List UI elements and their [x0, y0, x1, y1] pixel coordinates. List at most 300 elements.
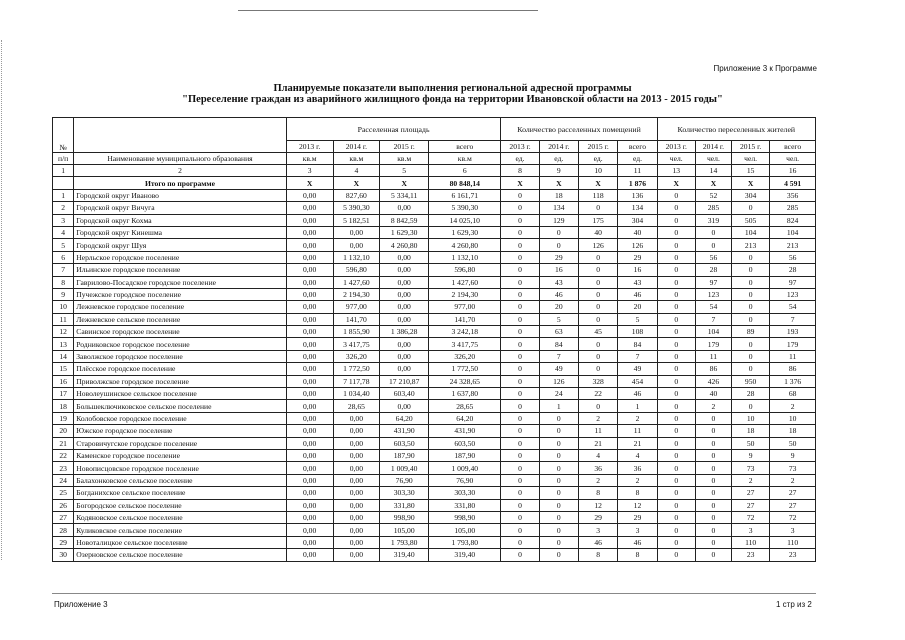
value-cell: 505 — [732, 214, 770, 226]
column-number: 1 — [53, 165, 74, 177]
header-no-sub: п/п — [53, 153, 74, 165]
table-row — [53, 499, 816, 511]
indicators-table — [52, 117, 816, 562]
municipality-name: Новолеушинское сельское поселение — [74, 388, 287, 400]
value-cell: 0 — [578, 350, 617, 362]
value-cell: 3 — [770, 524, 816, 536]
value-cell: 1 629,30 — [380, 226, 429, 238]
value-cell: 0 — [657, 363, 695, 375]
value-cell: 0 — [501, 326, 539, 338]
table-row — [53, 425, 816, 437]
value-cell: 0 — [578, 288, 617, 300]
value-cell: 0 — [695, 536, 731, 548]
value-cell: 187,90 — [380, 449, 429, 461]
value-cell: 86 — [695, 363, 731, 375]
top-rule — [238, 10, 538, 11]
table-row — [53, 487, 816, 499]
value-cell: 0,00 — [333, 499, 380, 511]
value-cell: 105,00 — [380, 524, 429, 536]
value-cell: 304 — [618, 214, 657, 226]
value-cell: 0,00 — [380, 338, 429, 350]
value-cell: 110 — [732, 536, 770, 548]
value-cell: 76,90 — [429, 474, 501, 486]
row-number: 6 — [53, 251, 74, 263]
value-cell: 5 334,11 — [380, 189, 429, 201]
value-cell: 0 — [732, 338, 770, 350]
value-cell: 20 — [539, 301, 578, 313]
value-cell: 28 — [732, 388, 770, 400]
row-number: 23 — [53, 462, 74, 474]
municipality-name: Лежневское городское поселение — [74, 301, 287, 313]
value-cell: 104 — [732, 226, 770, 238]
municipality-name: Савинское городское поселение — [74, 326, 287, 338]
value-cell: 0 — [695, 449, 731, 461]
value-cell: 603,50 — [380, 437, 429, 449]
value-cell: 54 — [695, 301, 731, 313]
value-cell: 28 — [695, 264, 731, 276]
value-cell: 9 — [732, 449, 770, 461]
value-cell: X — [333, 177, 380, 189]
value-cell: 0 — [657, 449, 695, 461]
value-cell: 84 — [539, 338, 578, 350]
column-number: 8 — [501, 165, 539, 177]
value-cell: 2 — [578, 474, 617, 486]
row-number: 5 — [53, 239, 74, 251]
municipality-name: Кодяновское сельское поселение — [74, 511, 287, 523]
value-cell: 0,00 — [333, 474, 380, 486]
value-cell: 2 — [695, 400, 731, 412]
value-cell: 0 — [501, 363, 539, 375]
row-number: 12 — [53, 326, 74, 338]
value-cell: 0 — [501, 462, 539, 474]
page-counter: 1 стр из 2 — [776, 600, 812, 609]
value-cell: 0 — [578, 363, 617, 375]
value-cell: 28,65 — [429, 400, 501, 412]
footer-rule — [52, 593, 816, 594]
value-cell: 0,00 — [333, 437, 380, 449]
value-cell: 129 — [539, 214, 578, 226]
value-cell: 0 — [501, 499, 539, 511]
value-cell: 0 — [539, 499, 578, 511]
value-cell: 49 — [539, 363, 578, 375]
value-cell: 1 034,40 — [333, 388, 380, 400]
value-cell: 141,70 — [429, 313, 501, 325]
value-cell: 2 — [732, 474, 770, 486]
value-cell: 0,00 — [286, 425, 333, 437]
value-cell: 105,00 — [429, 524, 501, 536]
header-unit: кв.м — [380, 153, 429, 165]
municipality-name: Городской округ Шуя — [74, 239, 287, 251]
value-cell: 8 — [578, 549, 617, 561]
municipality-name: Городской округ Кинешма — [74, 226, 287, 238]
table-row — [53, 511, 816, 523]
value-cell: 5 390,30 — [333, 202, 380, 214]
table-row — [53, 288, 816, 300]
value-cell: 187,90 — [429, 449, 501, 461]
value-cell: 8 842,59 — [380, 214, 429, 226]
value-cell: 0 — [657, 301, 695, 313]
value-cell: 0 — [732, 288, 770, 300]
row-number: 11 — [53, 313, 74, 325]
value-cell: 141,70 — [333, 313, 380, 325]
value-cell: 0 — [501, 251, 539, 263]
value-cell: 0 — [501, 202, 539, 214]
value-cell: 0 — [657, 326, 695, 338]
table-row — [53, 388, 816, 400]
value-cell: 126 — [618, 239, 657, 251]
table-row — [53, 326, 816, 338]
value-cell: 104 — [695, 326, 731, 338]
value-cell: 46 — [618, 536, 657, 548]
value-cell: 46 — [618, 388, 657, 400]
value-cell: 0 — [732, 400, 770, 412]
value-cell: 0,00 — [333, 239, 380, 251]
value-cell: 0 — [539, 462, 578, 474]
value-cell: 0,00 — [333, 487, 380, 499]
value-cell: 11 — [618, 425, 657, 437]
value-cell: 22 — [578, 388, 617, 400]
value-cell: 136 — [618, 189, 657, 201]
value-cell: 0,00 — [380, 202, 429, 214]
value-cell: 0 — [657, 202, 695, 214]
value-cell: 49 — [618, 363, 657, 375]
header-year: 2015 г. — [380, 141, 429, 153]
value-cell: 36 — [578, 462, 617, 474]
header-unit: ед. — [578, 153, 617, 165]
value-cell: 596,80 — [429, 264, 501, 276]
value-cell: 0 — [501, 437, 539, 449]
value-cell: 4 591 — [770, 177, 816, 189]
value-cell: 0 — [578, 400, 617, 412]
column-number: 6 — [429, 165, 501, 177]
value-cell: 285 — [695, 202, 731, 214]
value-cell: 0 — [578, 301, 617, 313]
value-cell: 54 — [770, 301, 816, 313]
value-cell: 1 793,80 — [380, 536, 429, 548]
value-cell: 8 — [618, 549, 657, 561]
value-cell: 304 — [732, 189, 770, 201]
value-cell: 28 — [770, 264, 816, 276]
municipality-name: Богородское сельское поселение — [74, 499, 287, 511]
value-cell: 7 — [618, 350, 657, 362]
value-cell: 0,00 — [286, 363, 333, 375]
value-cell: 0 — [578, 313, 617, 325]
municipality-name: Нерльское городское поселение — [74, 251, 287, 263]
value-cell: 73 — [770, 462, 816, 474]
value-cell: 0,00 — [286, 536, 333, 548]
value-cell: 0 — [539, 474, 578, 486]
municipality-name: Городской округ Иваново — [74, 189, 287, 201]
value-cell: 0 — [657, 350, 695, 362]
value-cell: 23 — [770, 549, 816, 561]
value-cell: 977,00 — [429, 301, 501, 313]
value-cell: 319 — [695, 214, 731, 226]
value-cell: 0,00 — [333, 524, 380, 536]
value-cell: 7 117,78 — [333, 375, 380, 387]
value-cell: 0 — [539, 511, 578, 523]
value-cell: 2 — [618, 412, 657, 424]
value-cell: 0 — [695, 226, 731, 238]
row-number: 14 — [53, 350, 74, 362]
value-cell: 0 — [501, 511, 539, 523]
value-cell: 27 — [770, 499, 816, 511]
value-cell: 0,00 — [286, 226, 333, 238]
row-number: 4 — [53, 226, 74, 238]
table-row — [53, 449, 816, 461]
value-cell: 179 — [695, 338, 731, 350]
municipality-name: Новописцовское городское поселение — [74, 462, 287, 474]
value-cell: 1 — [539, 400, 578, 412]
value-cell: 18 — [732, 425, 770, 437]
value-cell: 2 194,30 — [429, 288, 501, 300]
value-cell: 0 — [539, 226, 578, 238]
header-year: 2015 г. — [732, 141, 770, 153]
value-cell: 134 — [539, 202, 578, 214]
table-row — [53, 400, 816, 412]
municipality-name: Родниковское городское поселение — [74, 338, 287, 350]
value-cell: 40 — [695, 388, 731, 400]
value-cell: 73 — [732, 462, 770, 474]
value-cell: 12 — [618, 499, 657, 511]
table-row — [53, 549, 816, 561]
value-cell: 3 — [618, 524, 657, 536]
table-row — [53, 363, 816, 375]
value-cell: 68 — [770, 388, 816, 400]
value-cell: 1 009,40 — [429, 462, 501, 474]
value-cell: 0,00 — [286, 375, 333, 387]
value-cell: 11 — [578, 425, 617, 437]
value-cell: 596,80 — [333, 264, 380, 276]
header-year: 2014 г. — [333, 141, 380, 153]
header-area-group: Расселенная площадь — [286, 118, 501, 141]
value-cell: 4 260,80 — [380, 239, 429, 251]
row-number: 20 — [53, 425, 74, 437]
value-cell: 12 — [578, 499, 617, 511]
header-year: 2015 г. — [578, 141, 617, 153]
value-cell: 3 — [578, 524, 617, 536]
value-cell: X — [539, 177, 578, 189]
value-cell: 331,80 — [429, 499, 501, 511]
value-cell: 0 — [657, 276, 695, 288]
value-cell: 0 — [501, 412, 539, 424]
value-cell: 23 — [732, 549, 770, 561]
value-cell: 1 009,40 — [380, 462, 429, 474]
value-cell: 29 — [618, 511, 657, 523]
value-cell: 0,00 — [286, 499, 333, 511]
value-cell: 0 — [732, 301, 770, 313]
value-cell: 46 — [578, 536, 617, 548]
row-number: 24 — [53, 474, 74, 486]
value-cell: 104 — [770, 226, 816, 238]
value-cell: 7 — [770, 313, 816, 325]
value-cell: 0 — [501, 487, 539, 499]
value-cell: 1 427,60 — [333, 276, 380, 288]
value-cell: 0 — [657, 226, 695, 238]
value-cell: 2 — [618, 474, 657, 486]
table-row — [53, 226, 816, 238]
value-cell: 0 — [501, 400, 539, 412]
value-cell: 213 — [732, 239, 770, 251]
value-cell: 356 — [770, 189, 816, 201]
appendix-label: Приложение 3 к Программе — [713, 64, 817, 73]
municipality-name: Плёсское городское поселение — [74, 363, 287, 375]
row-number: 18 — [53, 400, 74, 412]
value-cell: 0 — [501, 524, 539, 536]
header-unit: кв.м — [429, 153, 501, 165]
value-cell: 2 — [578, 412, 617, 424]
value-cell: 0 — [657, 214, 695, 226]
value-cell: 977,00 — [333, 301, 380, 313]
total-row — [53, 177, 816, 189]
value-cell: 110 — [770, 536, 816, 548]
value-cell: 0,00 — [333, 536, 380, 548]
value-cell: 0 — [501, 189, 539, 201]
header-year: 2013 г. — [657, 141, 695, 153]
value-cell: 72 — [732, 511, 770, 523]
value-cell: 0,00 — [333, 412, 380, 424]
value-cell: 45 — [578, 326, 617, 338]
value-cell: 5 182,51 — [333, 214, 380, 226]
value-cell: 0 — [732, 264, 770, 276]
value-cell: 0,00 — [380, 313, 429, 325]
value-cell: 998,90 — [380, 511, 429, 523]
value-cell: 0 — [578, 251, 617, 263]
value-cell: 0,00 — [380, 288, 429, 300]
municipality-name: Гаврилово-Посадское городское поселение — [74, 276, 287, 288]
value-cell: 3 417,75 — [429, 338, 501, 350]
value-cell: 134 — [618, 202, 657, 214]
value-cell: 0 — [657, 189, 695, 201]
header-unit: кв.м — [333, 153, 380, 165]
municipality-name: Итого по программе — [74, 177, 287, 189]
value-cell: 0 — [732, 276, 770, 288]
value-cell: 0,00 — [286, 189, 333, 201]
row-number: 22 — [53, 449, 74, 461]
value-cell: 603,50 — [429, 437, 501, 449]
value-cell: 326,20 — [333, 350, 380, 362]
column-number: 4 — [333, 165, 380, 177]
value-cell: 40 — [578, 226, 617, 238]
municipality-name: Колобовское городское поселение — [74, 412, 287, 424]
value-cell: 328 — [578, 375, 617, 387]
value-cell: 46 — [618, 288, 657, 300]
value-cell: 0,00 — [286, 214, 333, 226]
column-number: 5 — [380, 165, 429, 177]
value-cell: 24 — [539, 388, 578, 400]
value-cell: 0 — [695, 511, 731, 523]
value-cell: 0,00 — [286, 549, 333, 561]
value-cell: 603,40 — [380, 388, 429, 400]
value-cell: 0 — [657, 251, 695, 263]
value-cell: 0 — [657, 288, 695, 300]
table-row — [53, 462, 816, 474]
value-cell: 97 — [770, 276, 816, 288]
value-cell: 0,00 — [286, 487, 333, 499]
row-number: 25 — [53, 487, 74, 499]
header-year: 2014 г. — [539, 141, 578, 153]
value-cell: 0 — [657, 437, 695, 449]
value-cell: 11 — [695, 350, 731, 362]
municipality-name: Городской округ Кохма — [74, 214, 287, 226]
value-cell: 0 — [501, 375, 539, 387]
value-cell: 0 — [539, 549, 578, 561]
value-cell: 36 — [618, 462, 657, 474]
value-cell: 0 — [695, 462, 731, 474]
value-cell: 0,00 — [286, 313, 333, 325]
value-cell: 0 — [501, 549, 539, 561]
row-number: 7 — [53, 264, 74, 276]
header-total: всего — [429, 141, 501, 153]
header-total: всего — [618, 141, 657, 153]
column-number: 16 — [770, 165, 816, 177]
value-cell: 43 — [618, 276, 657, 288]
value-cell: 326,20 — [429, 350, 501, 362]
header-unit: ед. — [539, 153, 578, 165]
value-cell: 56 — [695, 251, 731, 263]
value-cell: 52 — [695, 189, 731, 201]
municipality-name: Каменское городское поселение — [74, 449, 287, 461]
value-cell: 14 025,10 — [429, 214, 501, 226]
value-cell: 0 — [657, 264, 695, 276]
value-cell: 29 — [618, 251, 657, 263]
header-year: 2013 г. — [501, 141, 539, 153]
value-cell: 64,20 — [429, 412, 501, 424]
value-cell: X — [501, 177, 539, 189]
value-cell: 0,00 — [286, 350, 333, 362]
value-cell: 0 — [657, 313, 695, 325]
value-cell: 0,00 — [286, 437, 333, 449]
value-cell: 1 855,90 — [333, 326, 380, 338]
value-cell: 0,00 — [333, 511, 380, 523]
value-cell: 0 — [657, 338, 695, 350]
value-cell: 64,20 — [380, 412, 429, 424]
value-cell: 0,00 — [286, 264, 333, 276]
row-number — [53, 177, 74, 189]
value-cell: 0 — [657, 474, 695, 486]
value-cell: 0,00 — [286, 251, 333, 263]
row-number: 30 — [53, 549, 74, 561]
value-cell: 29 — [539, 251, 578, 263]
value-cell: 0 — [578, 264, 617, 276]
value-cell: 0 — [501, 301, 539, 313]
value-cell: 56 — [770, 251, 816, 263]
value-cell: 27 — [732, 499, 770, 511]
value-cell: 24 328,65 — [429, 375, 501, 387]
value-cell: 0 — [501, 536, 539, 548]
value-cell: 6 161,71 — [429, 189, 501, 201]
row-number: 26 — [53, 499, 74, 511]
value-cell: 0 — [695, 425, 731, 437]
value-cell: 426 — [695, 375, 731, 387]
header-unit: кв.м — [286, 153, 333, 165]
column-number: 14 — [695, 165, 731, 177]
table-row — [53, 202, 816, 214]
municipality-name: Лежневское сельское поселение — [74, 313, 287, 325]
value-cell: 0 — [695, 239, 731, 251]
value-cell: 0 — [501, 425, 539, 437]
value-cell: 0,00 — [380, 400, 429, 412]
table-row — [53, 338, 816, 350]
value-cell: 824 — [770, 214, 816, 226]
value-cell: 0 — [501, 288, 539, 300]
value-cell: 72 — [770, 511, 816, 523]
header-year: 2014 г. — [695, 141, 731, 153]
row-number: 17 — [53, 388, 74, 400]
value-cell: 1 — [618, 400, 657, 412]
value-cell: 0 — [657, 549, 695, 561]
value-cell: 193 — [770, 326, 816, 338]
value-cell: 5 — [539, 313, 578, 325]
